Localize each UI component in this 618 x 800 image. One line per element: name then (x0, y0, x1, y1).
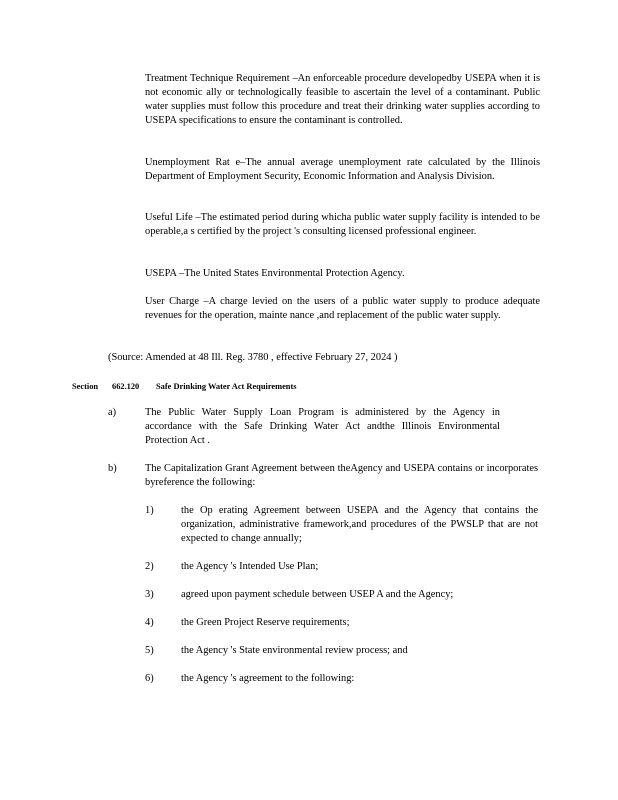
list-item-marker: 5) (145, 645, 154, 656)
list-item (181, 616, 538, 630)
list-item-text: the Green Project Reserve requirements; (181, 617, 350, 628)
subsection-marker: a) (108, 407, 117, 418)
section-heading (72, 380, 542, 394)
subsection-b-text (145, 462, 538, 490)
subsection-a-text (145, 406, 500, 448)
definition-text: USEPA –The United States Environmental Protection Agency. (145, 268, 405, 279)
list-item-marker: 3) (145, 589, 154, 600)
list-item-marker: 2) (145, 561, 154, 572)
list-item (181, 588, 538, 602)
definition-user-charge (145, 295, 540, 323)
definition-text: Unemployment Rat e–The annual average unemployment rate calculated by the Illinois Department of Employment Security, Economic Information and Analysis Division. (145, 157, 540, 182)
definition-unemployment-rate (145, 156, 540, 184)
definition-text: Useful Life –The estimated period during whicha public water supply facility is intended to be operable,a s certified by the project 's consulting licensed professional engineer. (145, 212, 540, 237)
list-item (181, 560, 538, 574)
definition-treatment-technique (145, 72, 540, 128)
definition-usepa (145, 267, 540, 281)
definition-text: User Charge –A charge levied on the users of a public water supply to produce adequate revenues for the operation, mainte nance ,and replacement of the public water supply. (145, 296, 540, 321)
section-title: Safe Drinking Water Act Requirements (156, 382, 297, 391)
list-item-text: the Agency 's agreement to the following: (181, 673, 355, 684)
definition-text: Treatment Technique Requirement –An enforceable procedure developedby USEPA when it is not economic ally or technologically feasible to ascertain the level of a contaminant. Public water supplies must follow this procedure and treat their drinking water supplies according to USEPA specifications to ensure the contaminant is controlled. (145, 73, 540, 126)
list-item-text: the Agency 's Intended Use Plan; (181, 561, 319, 572)
list-item (181, 644, 538, 658)
list-item-marker: 1) (145, 505, 154, 516)
list-item (181, 672, 538, 686)
source-note: (Source: Amended at 48 Ill. Reg. 3780 , effective February 27, 2024 ) (108, 352, 398, 363)
section-number: 662.120 (112, 382, 140, 391)
subsection-marker: b) (108, 463, 117, 474)
section-label: Section (72, 382, 99, 391)
list-item-marker: 6) (145, 673, 154, 684)
list-item-text: agreed upon payment schedule between USEP A and the Agency; (181, 589, 454, 600)
subsection-text: The Capitalization Grant Agreement between theAgency and USEPA contains or incorporates byreference the following: (145, 463, 538, 488)
list-item-marker: 4) (145, 617, 154, 628)
subsection-text: The Public Water Supply Loan Program is administered by the Agency in accordance with the Safe Drinking Water Act andthe Illinois Environmental Protection Act . (145, 407, 500, 446)
definition-useful-life (145, 211, 540, 239)
list-item-text: the Op erating Agreement between USEPA and the Agency that contains the organization, administrative framework,and procedures of the PWSLP that are not expected to change annually; (181, 505, 538, 544)
list-item (181, 504, 538, 546)
list-item-text: the Agency 's State environmental review process; and (181, 645, 408, 656)
